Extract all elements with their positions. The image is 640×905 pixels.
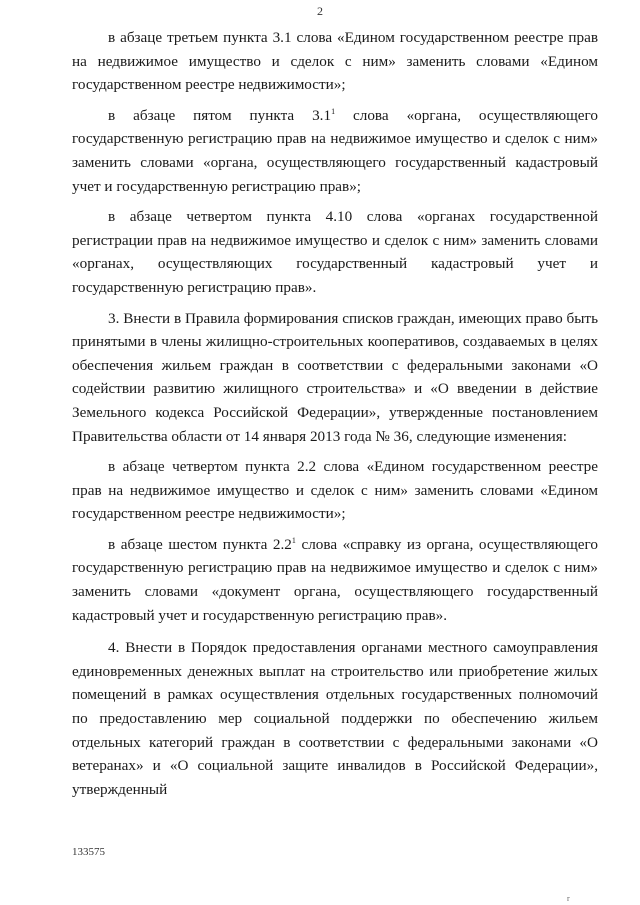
corner-mark: r: [567, 894, 570, 903]
paragraph-7: 4. Внести в Порядок предоставления органами местного самоуправления единовременных денежных выплат на строительство или приобретение жилых помещений в рамках осуществления отдельных государственных полномочий по предоставлению мер социальной поддержки по обеспечению жильем отдельных категорий граждан в соответствии с федеральными законами «О ветеранах» и «О социальной защите инвалидов в Российской Федерации», утвержденный: [72, 639, 598, 798]
document-code: 133575: [72, 846, 105, 858]
paragraph-6: [72, 533, 598, 627]
paragraph-6-start: в абзаце шестом пункта 2.2: [108, 535, 292, 553]
paragraph-3: в абзаце четвертом пункта 4.10 слова «органах государственной регистрации прав на недвижимое имущество и сделок с ним» заменить словами «органах, осуществляющих государственный кадастровый учет и государственную регистрацию прав».: [72, 208, 598, 296]
paragraph-4: 3. Внести в Правила формирования списков граждан, имеющих право быть принятыми в члены жилищно-строительных кооперативов, создаваемых в целях обеспечения жильем граждан в соответствии с федеральными законами «О содействии развитию жилищного строительства» и «О введении в действие Земельного кодекса Российской Федерации», утвержденные постановлением Правительства области от 14 января 2013 года № 36, следующие изменения:: [72, 309, 598, 445]
paragraph-2-start: в абзаце пятом пункта 3.1: [108, 106, 332, 124]
paragraph-6-end: слова «справку из органа, осуществляющего государственную регистрацию прав на недвижимое имущество и сделок с ним» заменить словами «документ органа, осуществляющего государственный кадастровый учет и государственную регистрацию прав».: [72, 535, 598, 624]
document-body: [72, 26, 598, 808]
page-number: 2: [317, 4, 323, 18]
superscript-marker: 1: [291, 535, 296, 545]
paragraph-2-end: слова «органа, осуществляющего государственную регистрацию прав на недвижимое имущество и сделок с ним» заменить словами «органа, осуществляющего государственный кадастровый учет и государственную регистрацию прав»;: [72, 106, 598, 195]
superscript-marker: 1: [331, 106, 336, 116]
paragraph-1: в абзаце третьем пункта 3.1 слова «Едином государственном реестре прав на недвижимое имущество и сделок с ним» заменить словами «Едином государственном реестре недвижимости»;: [72, 29, 598, 94]
paragraph-5: в абзаце четвертом пункта 2.2 слова «Едином государственном реестре прав на недвижимое имущество и сделок с ним» заменить словами «Едином государственном реестре недвижимости»;: [72, 458, 598, 523]
paragraph-2: [72, 104, 598, 198]
